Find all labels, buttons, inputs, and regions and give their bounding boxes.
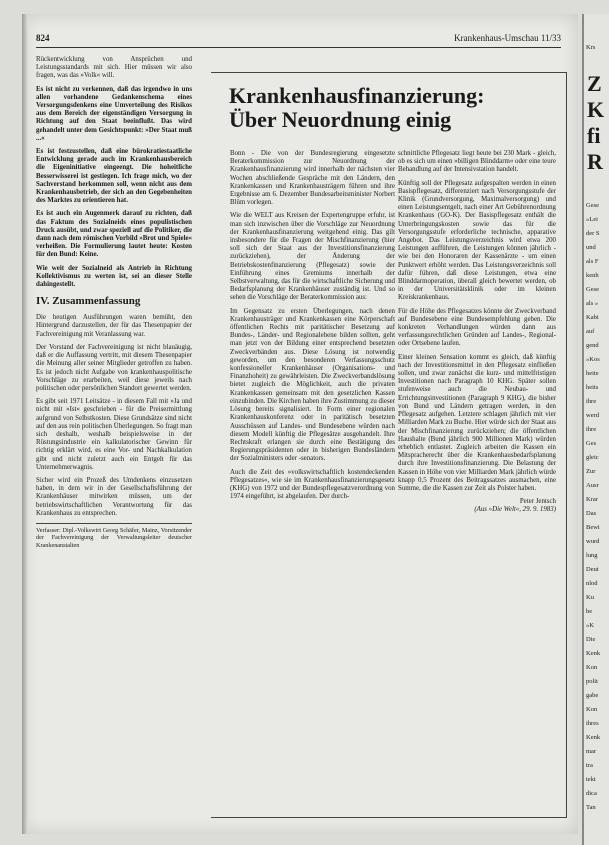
next-page-text-fragment: Kabi (586, 314, 599, 321)
paragraph: Es ist nicht zu verkennen, daß das irgendwo in uns allen vorhandene Gedankenschema eines Versorgungsdenkens eine Umverteilung des Risikos aus dem Bereich der eigenständigen Versorgung in Richtung auf den Staat beeinflußt. Das wird gehandelt unter dem Gesichtspunkt: »Der Staat muß ...« (36, 85, 192, 142)
next-page-text-fragment: Deut (586, 566, 599, 573)
next-page-text-fragment: ihre (586, 398, 597, 405)
next-page-text-fragment: »Kos (586, 356, 600, 363)
next-page-text-fragment: und (586, 244, 596, 251)
next-page-text-fragment: lung (586, 552, 598, 559)
paragraph: Sicher wird ein Prozeß des Umdenkens einzusetzen haben, in dem wir in der Gesellschaftsführung der Krankenhäuser mitwirken müssen, um der betriebswirtschaftlichen Verantwortung für das Krankenhaus zu entsprechen. (36, 476, 192, 517)
next-page-text-fragment: Tan (586, 804, 596, 811)
paragraph: Rückentwicklung von Ansprüchen und Leistungsstandards mit sich. Hier müssen wir also fragen, was das »Volk« will. (36, 56, 192, 80)
next-page-text-fragment: der S (586, 230, 600, 237)
next-page-text-fragment: Kon (586, 706, 598, 713)
next-page-text-fragment: polit (586, 678, 598, 685)
paragraph: Wie weit der Sozialneid als Antrieb in Richtung Kollektivismus zu werten ist, sei an dieser Stelle dahingestellt. (36, 264, 192, 289)
article-author: Peter Jentsch (519, 498, 556, 506)
running-title: Krankenhaus-Umschau 11/33 (454, 33, 561, 43)
page-header (36, 33, 561, 45)
next-page-headline-letter: R (587, 149, 603, 174)
paragraph: Es gibt seit 1971 Leitsätze - in diesem Fall mit »Ja und nicht mit »Ist« geschrieben - für die Preisermittlung aufgrund von Selbstkosten. Diese Grundsätze sind nicht auf den aus rein politischen Überlegungen. So fragt man sich deshalb, weshalb beispielsweise in der Rüstungsindustrie ein kalkulatorischer Gewinn für richtig erklärt wird, es eine Vor- und Nachkalkulation gibt und nicht zuletzt auch ein Entgelt für das Unternehmerwagnis. (36, 398, 192, 471)
paragraph: Die heutigen Ausführungen waren bemüht, den Hintergrund darzustellen, der für das Thesenpapier der Fachvereinigung mit Veranlassung war. (36, 314, 192, 338)
paragraph: Der Vorstand der Fachvereinigung ist nicht blauäugig, daß er die Auffassung vertritt, mit diesem Thesenpapier die Meinung aller seiner Mitglieder getroffen zu haben. Es ist jedoch nicht Aufgabe von krankenhauspolitische Vorschläge zu erarbeiten, weil diese jeweils nach politischen oder persönlichen Standort gewertet werden. (36, 343, 192, 392)
next-page-text-fragment: Ges (586, 440, 597, 447)
book-spine-shadow (22, 14, 28, 834)
article-source: (Aus »Die Welt«, 29. 9. 1983) (474, 506, 556, 514)
next-page-text-fragment: be (586, 608, 593, 615)
next-page-text-fragment: Gese (586, 202, 599, 209)
next-page-text-fragment: mar (586, 748, 597, 755)
next-page-text-fragment: kenh (586, 272, 599, 279)
next-page-text-fragment: Das (586, 510, 597, 517)
next-page-text-fragment: ihres (586, 720, 599, 727)
section-heading: IV. Zusammenfassung (36, 295, 141, 308)
next-page-text-fragment: Ausr (586, 482, 599, 489)
paragraph: Für die Höhe des Pflegesatzes könnte der Zweckverband auf Bundesebene eine Bundesempfehlung geben. Die konkreten Verhandlungen würden dann aus verfassungsrechtlichen Gründen auf Landes-, Regional- oder Ortsebene laufen. (398, 307, 556, 348)
next-page-text-fragment: dica (586, 790, 597, 797)
next-page-headline-letter: K (587, 97, 605, 122)
next-page-text-fragment: Ku (586, 594, 594, 601)
next-page-headline-letter: fi (587, 123, 601, 148)
next-page-text-fragment: Kenk (586, 734, 601, 741)
next-page-running-title: Krs (586, 44, 596, 51)
next-page-text-fragment: als F (586, 258, 599, 265)
headline-line: Über Neuordnung einig (229, 107, 452, 132)
article-right-column (398, 150, 556, 515)
next-page-text-fragment: Die (586, 636, 596, 643)
article-middle-column (230, 150, 395, 506)
next-page-text-fragment: wurd (586, 538, 600, 545)
next-page-text-fragment: ihre (586, 426, 597, 433)
headline-line: Krankenhausfinanzierung: (229, 83, 485, 108)
next-page-text-fragment: Gese (586, 286, 599, 293)
next-page-text-fragment: tekt (586, 776, 596, 783)
paragraph: Auch die Zeit des »volkswirtschaftlich kostendeckenden Pflegesatzes«, wie sie im Krankenhausfinanzierungsgesetz (KHG) von 1972 und der Bundespflegesatzverordnung von 1974 eingeführt, ist abgelaufen. Der durch- (230, 468, 395, 501)
next-page-text-fragment: nlod (586, 580, 598, 587)
page-number: 824 (36, 33, 50, 43)
next-page-text-fragment: Kenk (586, 650, 601, 657)
next-page-text-fragment: gabe (586, 692, 599, 699)
paragraph: Bonn - Die von der Bundesregierung eingesetzte Beraterkommission zur Neuordnung der Krankenhausfinanzierung wird innerhalb der nächsten vier Wochen abschließende Gespräche mit den Ländern, den Krankenkassen und Krankenhausträgern führen und ihre Ergebnisse am 6. Dezember Bundesarbeitsminister Norbert Blüm vorlegen. (230, 150, 395, 207)
next-page-text-fragment: werd (586, 412, 599, 419)
header-rule (36, 47, 561, 48)
next-page-text-fragment: heite (586, 370, 599, 377)
left-column (36, 56, 192, 549)
paragraph: schnittliche Pflegesatz liegt heute bei 230 Mark - gleich, ob es sich um einen »billigen Blinddarm« oder eine teure Behandlung auf der Intensivstation handelt. (398, 150, 556, 174)
next-page-text-fragment: tra (586, 762, 593, 769)
next-page-text-fragment: »K (586, 622, 594, 629)
paragraph: Es ist festzustellen, daß eine bürokratiestaatliche Entwicklung gerade auch im Krankenhausbereich die Eigeninitiative eingeengt. Die hoheitliche Besserwisserei ist gestiegen. Ich frage mich, wo der Sachverstand herkommen soll, wenn nicht aus dem Krankenhausbetrieb, der sich an den Gegebenheiten des Marktes zu orientieren hat. (36, 148, 192, 205)
next-page-text-fragment: auf (586, 328, 595, 335)
article-headline (229, 84, 564, 132)
next-page-text-fragment: gleic (586, 454, 599, 461)
author-footnote: Verfasser: Dipl.-Volkswirt Georg Schäfer, Mainz, Vorsitzender der Fachvereinigung der Verwaltungsleiter deutscher Krankenanstalten (36, 523, 192, 549)
next-page-text-fragment: Bewi (586, 524, 600, 531)
paragraph: Wie die WELT aus Kreisen der Expertengruppe erfuhr, ist man sich inzwischen über die Vorschläge zur Neuordnung der Krankenhausfinanzierung weitgehend einig. Das gilt insbesondere für die Fragen der Mischfinanzierung (hier soll sich der Staat aus der Investitionsfinanzierung zurückziehen), der Änderung der Betriebskostenfinanzierung (Pflegesatz) sowie der Einführung eines Gremiums innerhalb der Selbstverwaltung, das für die wirtschaftliche Sicherung und Bedarfsplanung der Krankenhäuser zuständig ist. Und so sehen die Vorschläge der Beraterkommission aus: (230, 212, 395, 302)
paragraph: Künftig soll der Pflegesatz aufgespalten werden in einen Basispflegesatz, differenziert nach Versorgungsstufe der Klinik (Grundversorgung, Maximalversorgung) und einen Leistungsentgelt, nach einer Art Gebührenordnung Krankenhaus (GO-K). Der Basispflegesatz enthält die Unterbringungskosten sowie das für die Versorgungsstufe erforderliche technische, apparative Angebot. Das Leistungsverzeichnis wird etwa 200 Leistungen aufführen, die Leistungen können jährlich - wie bei den Honoraren der Kassenärzte - um einen Punktwert erhöht werden. Das Leistungsverzeichnis soll dafür führen, daß diese Leistungen, etwa eine Blinddarmoperation, überall gleich bewertet werden, ob in der Universitätsklinik oder im kleinen Kreiskrankenhaus. (398, 179, 556, 302)
next-page-headline-letter: Z (587, 71, 602, 96)
next-page-text-fragment: Zur (586, 468, 596, 475)
next-page-text-fragment: gend (586, 342, 599, 349)
next-page-text-fragment: heits (586, 384, 599, 391)
next-page-text-fragment: Krar (586, 496, 598, 503)
next-page-text-fragment: als » (586, 300, 599, 307)
next-page-text-fragment: »Lei (586, 216, 598, 223)
next-page-text-fragment: Kon (586, 664, 598, 671)
paragraph: Einer kleinen Sensation kommt es gleich, daß künftig nach der Investitionsmittel in den Pflegesatz einfließen sollen, und zwar zunächst die kurz- und mittelfristigen Investitionen nach Paragraph 10 KHG. Später sollen stufenweise auch die Neubau- und Errichtungsinvestitionen (Paragraph 9 KHG), die bisher von Bund und Ländern getragen werden, in den Pflegesatz aufgehen. Letztere schlagen jährlich mit vier Milliarden Mark zu Buche. Hier würde sich der Staat aus der Mischfinanzierung zurückziehen; die öffentlichen Haushalte (Bund jährlich 900 Millionen Mark) würden erheblich entlastet. Zugleich arbeiten die Kassen ein Mitspracherecht über die Krankenhausbedarfsplanung durch ihre Investitionsfinanzierung. Die Belastung der Kassen in Höhe von vier Milliarden Mark jährlich würde knapp 0,5 Prozent des Beitragssatzes ausmachen, eine Summe, die die Kassen zur Zeit als Polster haben. (398, 353, 556, 492)
paragraph: Im Gegensatz zu ersten Überlegungen, nach denen Krankenhausträger und Krankenkassen eine Körperschaft öffentlichen Rechts mit paritätischer Besetzung auf Bundes-, Länder- und Regionalebene bilden sollten, geht man jetzt von der Bildung einer entsprechend besetzten Zweckverbänden aus. Diese Lösung ist notwendig geworden, um den besonderen Verfassungsschutz konfessioneller Krankenhäuser (Organisations- und Finanzhoheit) zu gewährleisten. Die Zweckverbandslösung bietet zugleich die Möglichkeit, auch die privaten Krankenkassen gemeinsam mit den gesetzlichen Kassen einzubinden. Die Kirchen haben ihre Zustimmung zu dieser Lösung bereits signalisiert. In Form einer regionalen Krankenhauskonferenz oder in paritätisch besetzten Ausschüssen auf Landes- und Bundesebene würden nach diesem Modell künftig die Pflegesätze ausgehandelt. Ihre Rechtskraft erlangen sie durch eine Bestätigung des Regierungspräsidenten oder in bisherigen Bundesländern der Sozialministers oder -senators. (230, 307, 395, 463)
next-page-edge (582, 14, 609, 845)
paragraph: Es ist auch ein Augenmerk darauf zu richten, daß das Faktum des Sozialneids eines populistischen Druck ausübt, und zwar speziell auf die Politiker, die dann nach dem römischen Vorbild »Brot und Spiele« verheißen. Die Formulierung lautet heute: Kosten für den Bund: Keine. (36, 210, 192, 259)
